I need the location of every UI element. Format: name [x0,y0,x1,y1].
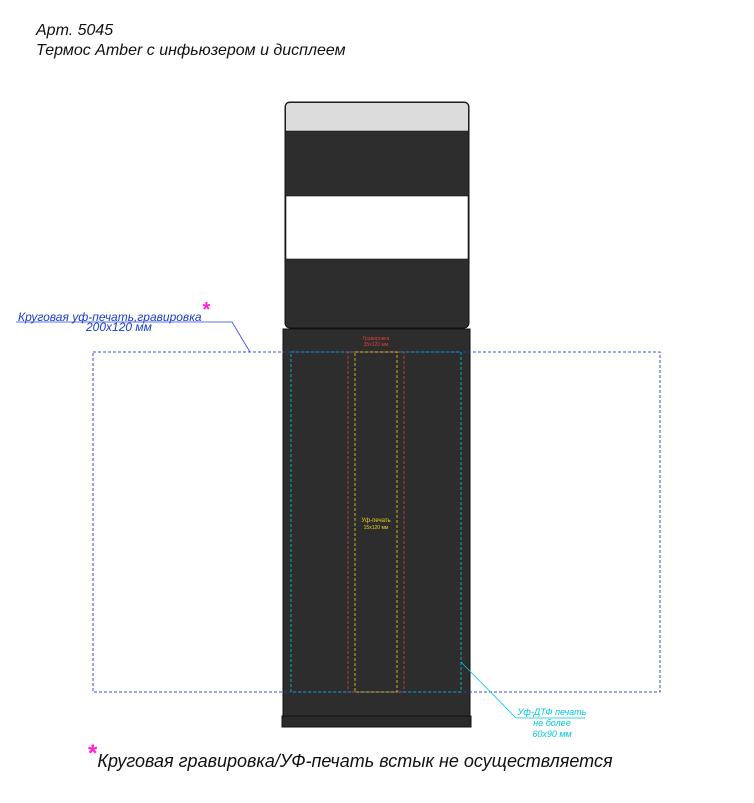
asterisk-icon: * [88,740,98,767]
uv-dtf-title: Уф-ДТФ печать [517,707,587,717]
uv-size: 15х120 мм [363,525,389,531]
product-name: Термос Amber с инфьюзером и дисплеем [36,42,346,59]
lid-top-highlight [286,103,468,131]
uv-dtf-size: 60х90 мм [532,729,572,739]
asterisk-icon: * [202,299,211,321]
thermos-base [282,716,471,727]
circular-area-size: 200x120 мм [86,320,152,334]
circular-area-title: Круговая уф-печать,гравировка [18,310,202,324]
lid-display-band [286,196,468,259]
uv-dtf-label [508,707,596,740]
uv-dtf-note: не более [533,718,571,728]
engraving-size: 35х120 мм [363,342,389,348]
uv-label: Уф-печать [361,518,391,524]
footer-note [88,740,613,774]
engraving-label: Гравировка [362,336,390,342]
footer-text: Круговая гравировка/УФ-печать встык не осуществляется [97,751,613,771]
article-number: Арт. 5045 [36,22,114,39]
thermos-lid [285,102,469,328]
